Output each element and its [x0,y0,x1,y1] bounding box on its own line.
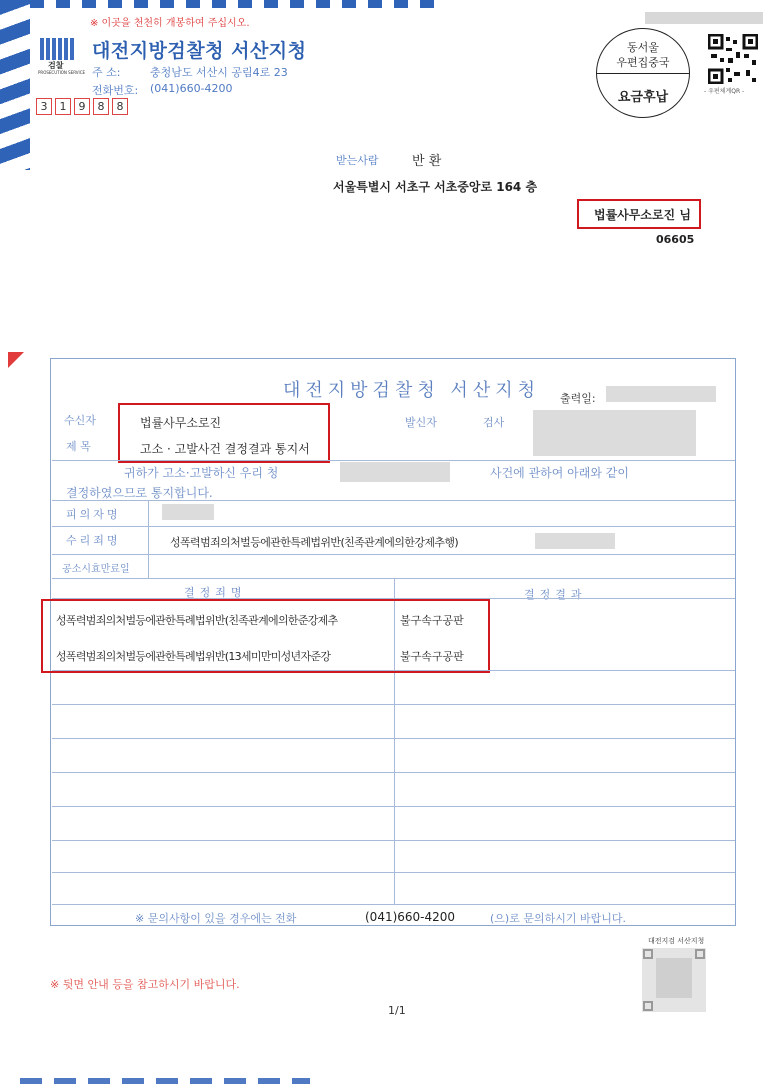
zip-digit: 8 [93,98,109,115]
sender-org-name: 대전지방검찰청 서산지청 [92,40,307,62]
recipient-address: 서울특별시 서초구 서초중앙로 164 층 [333,180,538,194]
sender-zip-code [36,98,128,115]
table-row-line [52,772,735,773]
tel-label: 전화번호: [92,84,139,97]
recipient-field-label: 수신자 [64,414,96,427]
print-date-label: 출력일: [560,392,596,405]
body-text-line2: 결정하였으므로 통지합니다. [66,486,213,500]
decision-result-1: 불구속구공판 [400,614,464,627]
charge-value: 성폭력범죄의처벌등에관한특례법위반(친족관계에의한강제추행) [170,536,459,549]
stamp-line3: 요금후납 [617,90,669,105]
qr-bottom-caption: 대전지검 서산지청 [648,937,705,945]
corner-flag [8,352,24,368]
qr-caption: - 우편체계QR - [704,88,745,95]
zip-digit: 9 [74,98,90,115]
zip-digit: 3 [36,98,52,115]
airmail-stripe-bottom [20,1078,310,1084]
tel-value: (041)660-4200 [150,82,233,95]
decision-result-header: 결정결과 [524,588,587,601]
divider [148,500,149,578]
stamp-line1: 동서울 [627,41,659,54]
redaction-block [162,504,214,520]
highlight-box [41,599,490,673]
footer-tel: (041)660-4200 [365,910,456,924]
highlight-box [118,403,330,463]
stamp-divider [597,73,689,74]
postage-stamp [596,28,690,118]
footer-end: (으)로 문의하시기 바랍니다. [490,912,626,925]
recipient-field-value: 법률사무소로진 [140,416,222,430]
back-notice: ※ 뒷면 안내 등을 참고하시기 바랍니다. [50,978,240,991]
sender-field-label: 발신자 [405,416,437,429]
table-row-line [52,806,735,807]
open-notice: ※ 이곳을 천천히 개봉하여 주십시오. [90,18,250,29]
redaction-block [606,386,716,402]
subject-label: 제 목 [66,440,91,453]
prosecution-logo [38,36,86,76]
zip-digit: 8 [112,98,128,115]
recipient-return: 반 환 [412,154,442,169]
recipient-zip: 06605 [656,233,695,246]
decision-result-2: 불구속구공판 [400,650,464,663]
table-row-line [52,872,735,873]
table-row-line [52,738,735,739]
redaction-block [340,462,450,482]
redaction-block [533,410,696,456]
logo-text: 검찰 [48,61,64,70]
sender-field-value: 검사 [483,416,505,429]
zip-digit: 1 [55,98,71,115]
address-value: 충청남도 서산시 공림4로 23 [150,66,288,79]
postal-qr-icon [708,34,758,84]
stamp-line2: 우편집중국 [616,56,670,69]
page-number: 1/1 [388,1004,406,1017]
redaction-block [535,533,615,549]
divider [52,460,735,461]
document-qr-icon [642,948,706,1012]
redaction-block [645,12,763,24]
body-text-line1a: 귀하가 고소·고발하신 우리 청 [124,466,279,480]
address-label: 주 소: [92,66,121,79]
public-notice-label: 공소시효만료일 [62,564,130,575]
body-text-line1b: 사건에 관하여 아래와 같이 [490,466,629,480]
subject-value: 고소 · 고발사건 결정결과 통지서 [140,442,310,456]
divider [52,554,735,555]
table-row-line [52,670,735,671]
decision-charge-1: 성폭력범죄의처벌등에관한특례법위반(친족관계에의한준강제추 [56,614,338,627]
decision-charge-2: 성폭력범죄의처벌등에관한특례법위반(13세미만미성년자준강 [56,650,331,663]
footer-note: ※ 문의사항이 있을 경우에는 전화 [135,912,297,925]
airmail-stripe [0,0,30,170]
decision-charge-header: 결정죄명 [184,586,247,599]
recipient-label: 받는사람 [336,154,379,167]
logo-subtext: PROSECUTION SERVICE [38,70,86,75]
divider [52,500,735,501]
suspect-label: 피의자명 [66,508,121,521]
table-row-line [52,840,735,841]
divider [52,526,735,527]
recipient-name: 법률사무소로진 님 [594,208,691,222]
form-title: 대전지방검찰청 서산지청 [283,380,540,401]
table-row-line [52,704,735,705]
table-row-line [52,904,735,905]
charge-label: 수리죄명 [66,534,121,547]
airmail-stripe-top [30,0,440,8]
